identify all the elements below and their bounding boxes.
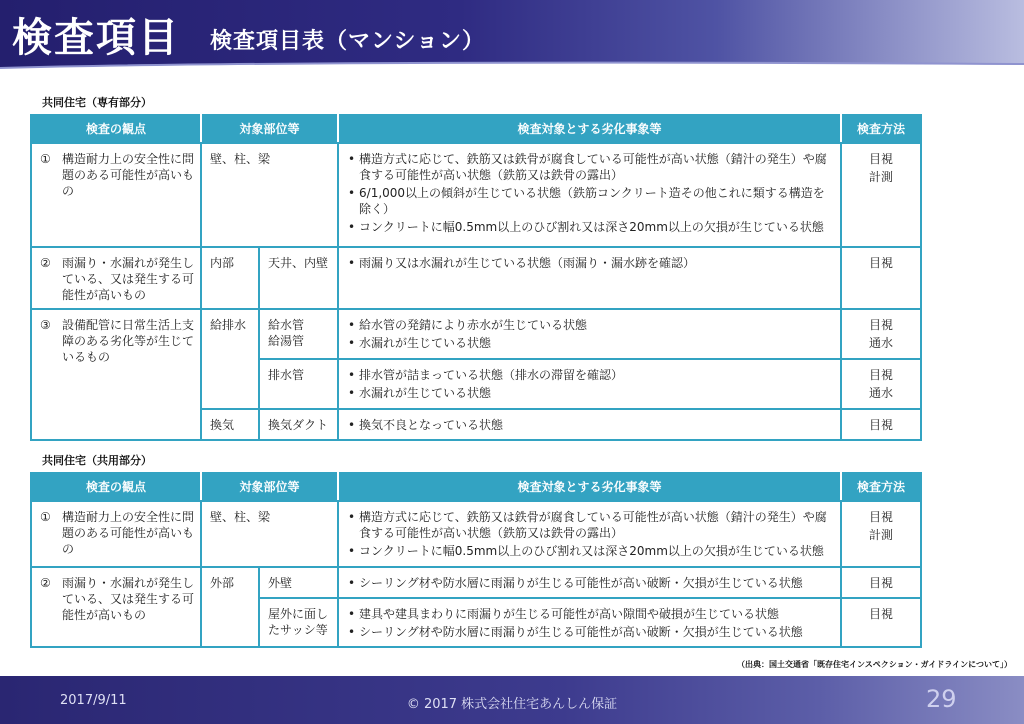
viewpoint-cell — [31, 247, 201, 309]
part-cell: 外部 — [201, 567, 259, 647]
events-cell — [338, 567, 841, 598]
row-number: ① — [40, 510, 51, 524]
method-value: 目視 — [869, 152, 894, 166]
table-row — [31, 309, 921, 359]
subpart-cell: 排水管 — [259, 359, 338, 409]
col-header-viewpoint: 検査の観点 — [31, 473, 201, 501]
col-header-method: 検査方法 — [841, 473, 921, 501]
method-cell — [841, 567, 921, 598]
method-cell — [841, 143, 921, 247]
method-cell — [841, 501, 921, 567]
method-value: 目視 — [869, 368, 894, 382]
table-row — [31, 143, 921, 247]
footer-date: 2017/9/11 — [60, 693, 127, 708]
event-item: • シーリング材や防水層に雨漏りが生じる可能性が高い破断・欠損が生じている状態 — [347, 624, 834, 640]
slide-footer — [0, 676, 1024, 724]
method-value: 計測 — [869, 528, 894, 542]
method-cell — [841, 409, 921, 440]
event-item: • 構造方式に応じて、鉄筋又は鉄骨が腐食している可能性が高い状態（錆汁の発生）や腐食する可能性が高い状態（鉄筋又は鉄骨の露出） — [347, 509, 834, 541]
viewpoint-text: 設備配管に日常生活上支障のある劣化等が生じているもの — [62, 318, 195, 364]
subpart-cell: 屋外に面したサッシ等 — [259, 598, 338, 647]
viewpoint-text: 構造耐力上の安全性に問題のある可能性が高いもの — [62, 152, 195, 198]
viewpoint-cell — [31, 143, 201, 247]
event-item: • 排水管が詰まっている状態（排水の滞留を確認） — [347, 367, 834, 383]
events-cell — [338, 409, 841, 440]
viewpoint-text: 雨漏り・水漏れが発生している、又は発生する可能性が高いもの — [62, 576, 195, 622]
table-header-row — [31, 115, 921, 143]
row-number: ③ — [40, 318, 51, 332]
events-cell — [338, 247, 841, 309]
slide-header — [0, 0, 1024, 74]
page-number: 29 — [926, 685, 957, 713]
event-item: • 換気不良となっている状態 — [347, 417, 834, 433]
slide-subtitle: 検査項目表（マンション） — [210, 29, 486, 54]
events-cell — [338, 501, 841, 567]
row-number: ① — [40, 152, 51, 166]
table-header-row — [31, 473, 921, 501]
method-cell — [841, 598, 921, 647]
method-value: 目視 — [869, 418, 894, 432]
source-citation: （出典：国土交通省「既存住宅インスペクション・ガイドラインについて」） — [737, 660, 1012, 669]
event-item: • 給水管の発錆により赤水が生じている状態 — [347, 317, 834, 333]
event-item: • 構造方式に応じて、鉄筋又は鉄骨が腐食している可能性が高い状態（錆汁の発生）や腐食する可能性が高い状態（鉄筋又は鉄骨の露出） — [347, 151, 834, 183]
event-item: • コンクリートに幅0.5mm以上のひび割れ又は深さ20mm以上の欠損が生じている状態 — [347, 219, 834, 235]
method-value: 目視 — [869, 256, 894, 270]
subpart-cell: 天井、内壁 — [259, 247, 338, 309]
method-cell — [841, 247, 921, 309]
footer-copyright: © 2017 株式会社住宅あんしん保証 — [406, 697, 618, 712]
part-cell: 壁、柱、梁 — [201, 501, 338, 567]
col-header-events: 検査対象とする劣化事象等 — [338, 115, 841, 143]
method-value: 目視 — [869, 510, 894, 524]
subpart-cell: 給水管 給湯管 — [259, 309, 338, 359]
part-cell: 壁、柱、梁 — [201, 143, 338, 247]
slide-title: 検査項目 — [12, 15, 180, 61]
event-item: • シーリング材や防水層に雨漏りが生じる可能性が高い破断・欠損が生じている状態 — [347, 575, 834, 591]
viewpoint-text: 雨漏り・水漏れが発生している、又は発生する可能性が高いもの — [62, 256, 195, 302]
part-cell: 給排水 — [201, 309, 259, 409]
inspection-table-common — [30, 472, 922, 648]
col-header-part: 対象部位等 — [201, 473, 338, 501]
events-cell — [338, 143, 841, 247]
subpart-cell: 換気ダクト — [259, 409, 338, 440]
event-item: • 建具や建具まわりに雨漏りが生じる可能性が高い隙間や破損が生じている状態 — [347, 606, 834, 622]
viewpoint-cell — [31, 501, 201, 567]
method-value: 計測 — [869, 170, 894, 184]
col-header-events: 検査対象とする劣化事象等 — [338, 473, 841, 501]
section-label-private: 共同住宅（専有部分） — [42, 96, 152, 109]
event-item: • 雨漏り又は水漏れが生じている状態（雨漏り・漏水跡を確認） — [347, 255, 834, 271]
table-row — [31, 247, 921, 309]
method-value: 通水 — [869, 336, 894, 350]
events-cell — [338, 359, 841, 409]
method-value: 目視 — [869, 607, 894, 621]
table-row — [31, 567, 921, 598]
events-cell — [338, 309, 841, 359]
row-number: ② — [40, 256, 51, 270]
part-cell: 換気 — [201, 409, 259, 440]
events-cell — [338, 598, 841, 647]
method-value: 目視 — [869, 576, 894, 590]
row-number: ② — [40, 576, 51, 590]
section-label-common: 共同住宅（共用部分） — [42, 454, 152, 467]
col-header-method: 検査方法 — [841, 115, 921, 143]
method-value: 目視 — [869, 318, 894, 332]
col-header-part: 対象部位等 — [201, 115, 338, 143]
subpart-cell: 外壁 — [259, 567, 338, 598]
event-item: • 6/1,000以上の傾斜が生じている状態（鉄筋コンクリート造その他これに類する構造を除く） — [347, 185, 834, 217]
viewpoint-cell — [31, 567, 201, 647]
event-item: • 水漏れが生じている状態 — [347, 335, 834, 351]
table-row — [31, 501, 921, 567]
viewpoint-cell — [31, 309, 201, 440]
method-cell — [841, 359, 921, 409]
method-value: 通水 — [869, 386, 894, 400]
event-item: • 水漏れが生じている状態 — [347, 385, 834, 401]
event-item: • コンクリートに幅0.5mm以上のひび割れ又は深さ20mm以上の欠損が生じている状態 — [347, 543, 834, 559]
col-header-viewpoint: 検査の観点 — [31, 115, 201, 143]
method-cell — [841, 309, 921, 359]
viewpoint-text: 構造耐力上の安全性に問題のある可能性が高いもの — [62, 510, 195, 556]
part-cell: 内部 — [201, 247, 259, 309]
inspection-table-private — [30, 114, 922, 441]
